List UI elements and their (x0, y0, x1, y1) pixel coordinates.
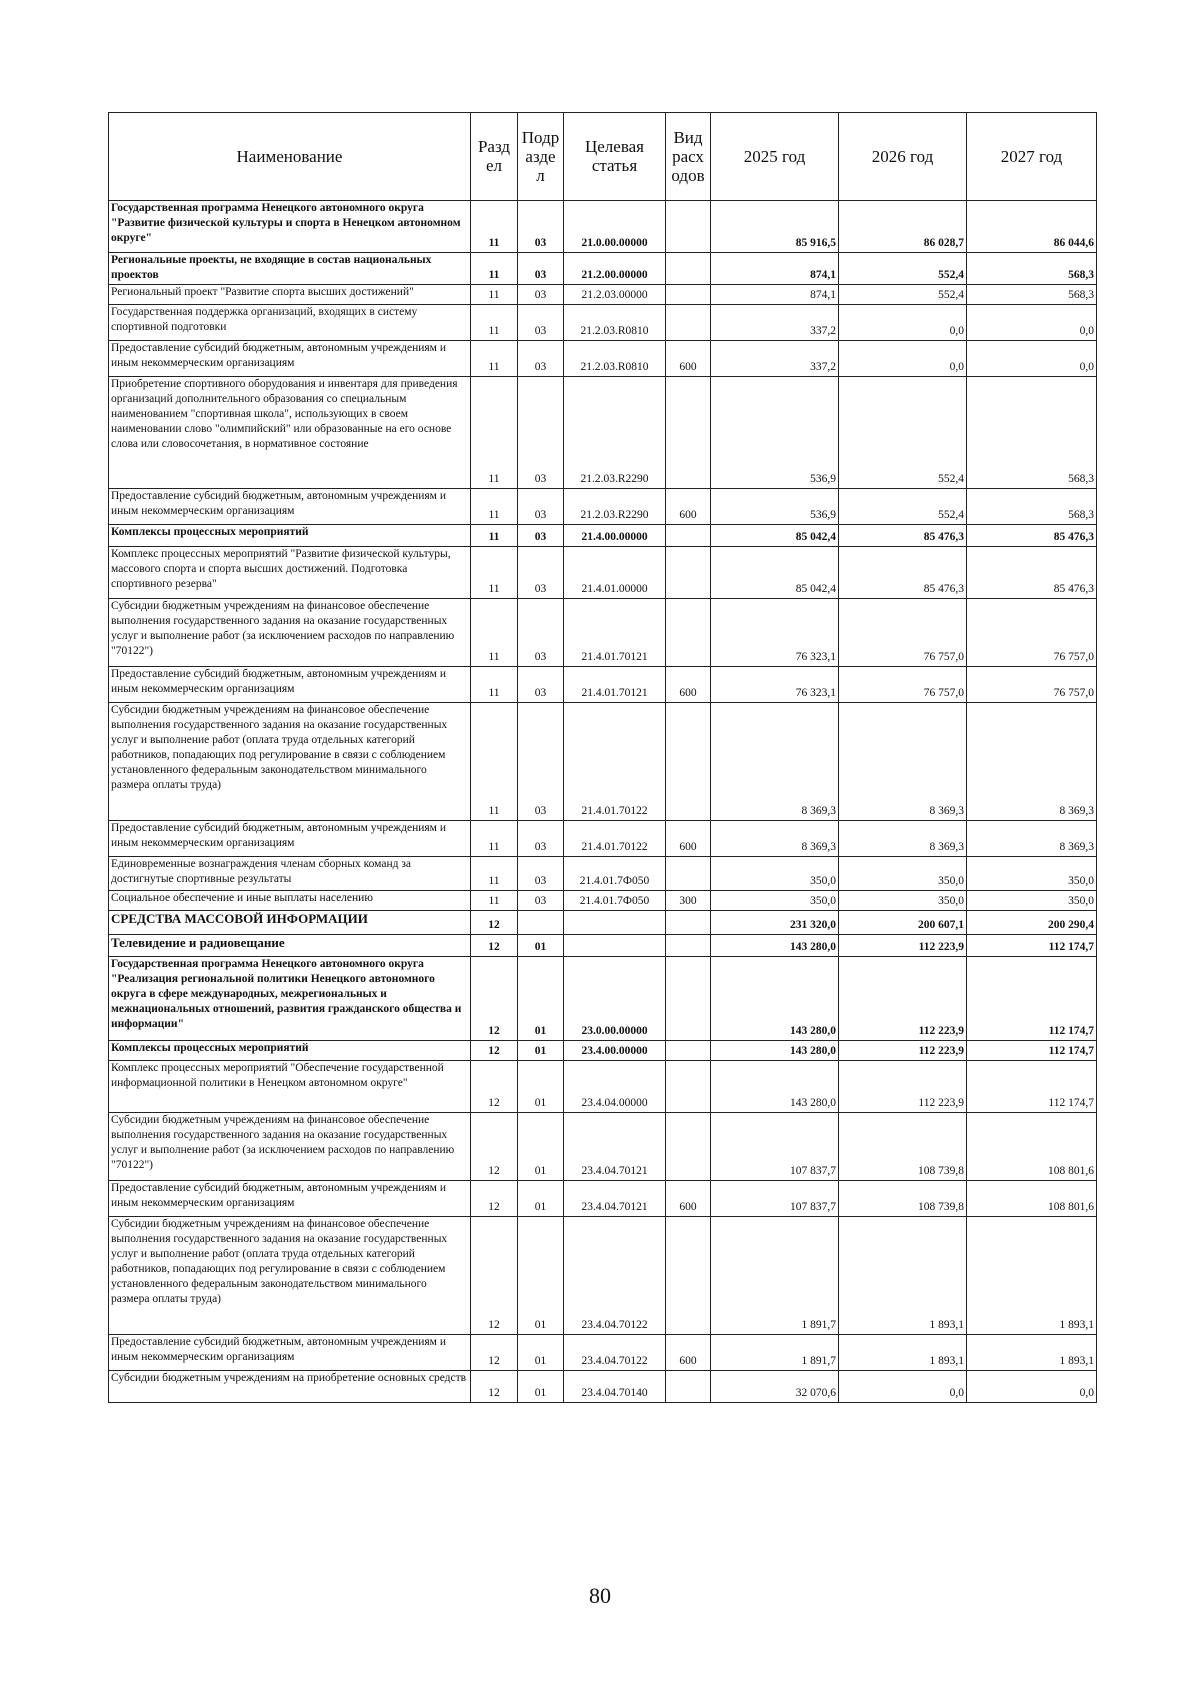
table-cell-vid (666, 547, 711, 599)
table-cell-2027: 200 290,4 (967, 911, 1097, 935)
table-cell-name: Комплексы процессных мероприятий (109, 1041, 471, 1061)
table-cell-2025: 85 042,4 (711, 547, 839, 599)
table-row (109, 253, 1097, 285)
table-cell-2025: 536,9 (711, 489, 839, 525)
table-cell-vid (666, 911, 711, 935)
table-cell-celevaya: 23.4.04.70140 (564, 1371, 666, 1403)
table-row (109, 1181, 1097, 1217)
table-cell-2027: 568,3 (967, 253, 1097, 285)
table-cell-podrazdel: 03 (518, 489, 564, 525)
table-cell-celevaya: 23.4.04.70121 (564, 1181, 666, 1217)
table-cell-razdel: 12 (471, 935, 518, 957)
table-cell-podrazdel: 03 (518, 547, 564, 599)
table-cell-2027: 568,3 (967, 489, 1097, 525)
table-cell-2026: 85 476,3 (839, 547, 967, 599)
table-row (109, 1061, 1097, 1113)
table-cell-podrazdel: 03 (518, 253, 564, 285)
table-row (109, 667, 1097, 703)
table-cell-2027: 568,3 (967, 285, 1097, 305)
table-cell-2026: 8 369,3 (839, 703, 967, 821)
table-cell-2026: 108 739,8 (839, 1181, 967, 1217)
table-cell-2027: 0,0 (967, 1371, 1097, 1403)
table-cell-razdel: 11 (471, 489, 518, 525)
table-cell-vid (666, 305, 711, 341)
table-cell-2027: 108 801,6 (967, 1181, 1097, 1217)
table-cell-2026: 0,0 (839, 1371, 967, 1403)
table-cell-2025: 85 042,4 (711, 525, 839, 547)
header-podrazdel: Подр азде л (518, 113, 564, 201)
table-cell-razdel: 11 (471, 525, 518, 547)
table-row (109, 599, 1097, 667)
table-cell-vid: 600 (666, 341, 711, 377)
table-cell-2026: 200 607,1 (839, 911, 967, 935)
table-cell-celevaya: 21.4.01.00000 (564, 547, 666, 599)
table-cell-name: Субсидии бюджетным учреждениям на финансовое обеспечение выполнения государственного задания на оказание государственных услуг и выполнение работ (оплата труда отдельных категорий работников, попадающих под регулирование в связи с соблюдением установленного федеральным законодательством минимального размера оплаты труда) (109, 703, 471, 821)
table-cell-vid (666, 201, 711, 253)
table-cell-razdel: 12 (471, 1371, 518, 1403)
table-cell-2027: 76 757,0 (967, 667, 1097, 703)
table-cell-celevaya: 21.4.01.70122 (564, 703, 666, 821)
table-cell-celevaya: 21.4.01.70122 (564, 821, 666, 857)
table-cell-razdel: 11 (471, 341, 518, 377)
table-cell-podrazdel: 01 (518, 1113, 564, 1181)
table-cell-razdel: 12 (471, 1041, 518, 1061)
table-cell-celevaya: 21.2.00.00000 (564, 253, 666, 285)
table-cell-celevaya: 21.4.00.00000 (564, 525, 666, 547)
table-row (109, 201, 1097, 253)
table-cell-2025: 8 369,3 (711, 703, 839, 821)
table-row (109, 489, 1097, 525)
table-cell-razdel: 12 (471, 911, 518, 935)
table-cell-name: Комплекс процессных мероприятий "Развитие физической культуры, массового спорта и спорта высших достижений. Подготовка спортивного резерва" (109, 547, 471, 599)
table-cell-vid (666, 599, 711, 667)
table-cell-vid (666, 935, 711, 957)
table-cell-podrazdel: 03 (518, 525, 564, 547)
table-cell-podrazdel: 03 (518, 857, 564, 891)
table-cell-name: Государственная программа Ненецкого автономного округа "Реализация региональной политики Ненецкого автономного округа в сфере международных, межрегиональных и межнациональных отношений, развития гражданского общества и информации" (109, 957, 471, 1041)
table-cell-celevaya (564, 911, 666, 935)
table-cell-2026: 112 223,9 (839, 935, 967, 957)
table-cell-2026: 0,0 (839, 305, 967, 341)
table-cell-name: Единовременные вознаграждения членам сборных команд за достигнутые спортивные результаты (109, 857, 471, 891)
table-cell-2025: 85 916,5 (711, 201, 839, 253)
table-row (109, 891, 1097, 911)
table-cell-podrazdel: 01 (518, 957, 564, 1041)
table-cell-2027: 76 757,0 (967, 599, 1097, 667)
page-number: 80 (589, 1583, 611, 1608)
table-cell-name: Телевидение и радиовещание (109, 935, 471, 957)
table-cell-2025: 107 837,7 (711, 1113, 839, 1181)
table-cell-2025: 536,9 (711, 377, 839, 489)
table-cell-razdel: 11 (471, 891, 518, 911)
table-cell-podrazdel: 01 (518, 1061, 564, 1113)
budget-table (108, 112, 1097, 1403)
table-cell-vid (666, 1371, 711, 1403)
table-cell-celevaya: 21.4.01.7Ф050 (564, 857, 666, 891)
header-name: Наименование (109, 113, 471, 201)
table-cell-2026: 1 893,1 (839, 1335, 967, 1371)
table-cell-2027: 0,0 (967, 305, 1097, 341)
header-razdel: Разд ел (471, 113, 518, 201)
table-cell-celevaya: 21.4.01.70121 (564, 667, 666, 703)
table-cell-celevaya: 21.2.03.R2290 (564, 377, 666, 489)
table-cell-celevaya (564, 935, 666, 957)
table-cell-podrazdel: 01 (518, 1371, 564, 1403)
table-cell-2025: 143 280,0 (711, 1061, 839, 1113)
table-cell-razdel: 11 (471, 599, 518, 667)
table-cell-vid (666, 1041, 711, 1061)
table-cell-razdel: 11 (471, 305, 518, 341)
table-row (109, 935, 1097, 957)
table-cell-2025: 1 891,7 (711, 1217, 839, 1335)
table-cell-2025: 337,2 (711, 305, 839, 341)
table-cell-2026: 1 893,1 (839, 1217, 967, 1335)
table-row (109, 857, 1097, 891)
table-cell-name: Предоставление субсидий бюджетным, автономным учреждениям и иным некоммерческим организациям (109, 1335, 471, 1371)
table-cell-name: Социальное обеспечение и иные выплаты населению (109, 891, 471, 911)
table-cell-vid (666, 377, 711, 489)
table-cell-2026: 552,4 (839, 489, 967, 525)
table-cell-vid (666, 1113, 711, 1181)
table-header-row (109, 113, 1097, 201)
table-cell-2027: 112 174,7 (967, 935, 1097, 957)
table-cell-2026: 112 223,9 (839, 957, 967, 1041)
table-cell-celevaya: 21.2.03.R0810 (564, 305, 666, 341)
header-2026: 2026 год (839, 113, 967, 201)
table-cell-vid: 600 (666, 821, 711, 857)
table-cell-2027: 112 174,7 (967, 1061, 1097, 1113)
table-cell-razdel: 11 (471, 857, 518, 891)
table-cell-vid (666, 285, 711, 305)
table-row (109, 1041, 1097, 1061)
table-cell-2025: 143 280,0 (711, 935, 839, 957)
table-cell-name: Предоставление субсидий бюджетным, автономным учреждениям и иным некоммерческим организациям (109, 1181, 471, 1217)
table-cell-vid: 600 (666, 1181, 711, 1217)
table-row (109, 285, 1097, 305)
table-cell-celevaya: 21.4.01.7Ф050 (564, 891, 666, 911)
table-cell-2027: 112 174,7 (967, 957, 1097, 1041)
header-vid-rashodov: Вид расх одов (666, 113, 711, 201)
table-cell-vid (666, 703, 711, 821)
table-cell-2025: 350,0 (711, 891, 839, 911)
table-cell-2027: 108 801,6 (967, 1113, 1097, 1181)
table-cell-podrazdel (518, 911, 564, 935)
table-cell-2027: 8 369,3 (967, 703, 1097, 821)
table-cell-2026: 552,4 (839, 377, 967, 489)
table-row (109, 525, 1097, 547)
table-row (109, 957, 1097, 1041)
table-cell-celevaya: 23.4.04.00000 (564, 1061, 666, 1113)
table-cell-2026: 112 223,9 (839, 1041, 967, 1061)
table-cell-2026: 85 476,3 (839, 525, 967, 547)
table-cell-podrazdel: 01 (518, 935, 564, 957)
table-cell-2026: 552,4 (839, 285, 967, 305)
table-cell-2025: 350,0 (711, 857, 839, 891)
table-cell-name: Региональный проект "Развитие спорта высших достижений" (109, 285, 471, 305)
table-cell-name: Государственная поддержка организаций, входящих в систему спортивной подготовки (109, 305, 471, 341)
table-cell-2026: 8 369,3 (839, 821, 967, 857)
table-cell-razdel: 12 (471, 1217, 518, 1335)
table-row (109, 341, 1097, 377)
table-cell-celevaya: 21.2.03.R0810 (564, 341, 666, 377)
table-cell-razdel: 11 (471, 201, 518, 253)
table-cell-2025: 76 323,1 (711, 599, 839, 667)
table-cell-2025: 231 320,0 (711, 911, 839, 935)
table-cell-name: Комплексы процессных мероприятий (109, 525, 471, 547)
table-cell-name: Приобретение спортивного оборудования и инвентаря для приведения организаций дополнительного образования со специальным наименованием "спортивная школа", использующих в своем наименовании слово "олимпийский" или образованные на его основе слова или словосочетания, в нормативное состояние (109, 377, 471, 489)
table-cell-2026: 112 223,9 (839, 1061, 967, 1113)
table-row (109, 547, 1097, 599)
table-row (109, 911, 1097, 935)
table-cell-2026: 552,4 (839, 253, 967, 285)
table-cell-name: Субсидии бюджетным учреждениям на приобретение основных средств (109, 1371, 471, 1403)
table-cell-vid (666, 1217, 711, 1335)
table-cell-name: Комплекс процессных мероприятий "Обеспечение государственной информационной политики в Ненецком автономном округе" (109, 1061, 471, 1113)
table-cell-podrazdel: 03 (518, 377, 564, 489)
table-cell-2025: 337,2 (711, 341, 839, 377)
table-cell-2025: 143 280,0 (711, 957, 839, 1041)
table-cell-celevaya: 23.0.00.00000 (564, 957, 666, 1041)
table-cell-2025: 76 323,1 (711, 667, 839, 703)
table-cell-celevaya: 23.4.00.00000 (564, 1041, 666, 1061)
table-cell-razdel: 11 (471, 377, 518, 489)
table-cell-name: СРЕДСТВА МАССОВОЙ ИНФОРМАЦИИ (109, 911, 471, 935)
table-row (109, 305, 1097, 341)
table-cell-razdel: 12 (471, 957, 518, 1041)
table-cell-vid (666, 957, 711, 1041)
table-cell-podrazdel: 01 (518, 1217, 564, 1335)
table-cell-2025: 32 070,6 (711, 1371, 839, 1403)
table-row (109, 1371, 1097, 1403)
table-cell-2027: 8 369,3 (967, 821, 1097, 857)
table-cell-2026: 86 028,7 (839, 201, 967, 253)
table-cell-2025: 874,1 (711, 253, 839, 285)
table-cell-celevaya: 23.4.04.70122 (564, 1335, 666, 1371)
table-cell-2026: 76 757,0 (839, 599, 967, 667)
table-cell-2027: 568,3 (967, 377, 1097, 489)
table-cell-2025: 143 280,0 (711, 1041, 839, 1061)
table-cell-2027: 1 893,1 (967, 1217, 1097, 1335)
header-2027: 2027 год (967, 113, 1097, 201)
table-cell-razdel: 12 (471, 1181, 518, 1217)
table-cell-name: Субсидии бюджетным учреждениям на финансовое обеспечение выполнения государственного задания на оказание государственных услуг и выполнение работ (оплата труда отдельных категорий работников, попадающих под регулирование в связи с соблюдением установленного федеральным законодательством минимального размера оплаты труда) (109, 1217, 471, 1335)
table-cell-vid: 600 (666, 667, 711, 703)
table-cell-2027: 86 044,6 (967, 201, 1097, 253)
table-cell-name: Субсидии бюджетным учреждениям на финансовое обеспечение выполнения государственного задания на оказание государственных услуг и выполнение работ (за исключением расходов по направлению "70122") (109, 599, 471, 667)
table-cell-name: Предоставление субсидий бюджетным, автономным учреждениям и иным некоммерческим организациям (109, 489, 471, 525)
table-cell-vid (666, 253, 711, 285)
table-cell-2026: 0,0 (839, 341, 967, 377)
table-cell-vid (666, 525, 711, 547)
table-cell-podrazdel: 03 (518, 667, 564, 703)
table-cell-2027: 0,0 (967, 341, 1097, 377)
table-cell-name: Субсидии бюджетным учреждениям на финансовое обеспечение выполнения государственного задания на оказание государственных услуг и выполнение работ (за исключением расходов по направлению "70122") (109, 1113, 471, 1181)
header-celevaya-statya: Целевая статья (564, 113, 666, 201)
table-cell-vid (666, 857, 711, 891)
table-cell-celevaya: 21.2.03.R2290 (564, 489, 666, 525)
table-cell-name: Региональные проекты, не входящие в состав национальных проектов (109, 253, 471, 285)
table-cell-podrazdel: 03 (518, 201, 564, 253)
table-cell-2025: 1 891,7 (711, 1335, 839, 1371)
table-cell-2027: 1 893,1 (967, 1335, 1097, 1371)
table-cell-podrazdel: 03 (518, 285, 564, 305)
table-cell-vid: 300 (666, 891, 711, 911)
table-cell-2025: 874,1 (711, 285, 839, 305)
table-row (109, 1335, 1097, 1371)
table-cell-razdel: 11 (471, 285, 518, 305)
table-cell-2026: 108 739,8 (839, 1113, 967, 1181)
table-cell-2025: 107 837,7 (711, 1181, 839, 1217)
table-cell-2027: 85 476,3 (967, 525, 1097, 547)
header-2025: 2025 год (711, 113, 839, 201)
table-cell-vid: 600 (666, 489, 711, 525)
table-cell-celevaya: 23.4.04.70122 (564, 1217, 666, 1335)
table-row (109, 377, 1097, 489)
table-cell-podrazdel: 01 (518, 1335, 564, 1371)
table-cell-podrazdel: 01 (518, 1181, 564, 1217)
table-cell-celevaya: 21.4.01.70121 (564, 599, 666, 667)
table-row (109, 1113, 1097, 1181)
table-cell-razdel: 11 (471, 667, 518, 703)
table-cell-2027: 350,0 (967, 891, 1097, 911)
table-row (109, 703, 1097, 821)
table-cell-celevaya: 21.2.03.00000 (564, 285, 666, 305)
table-cell-name: Предоставление субсидий бюджетным, автономным учреждениям и иным некоммерческим организациям (109, 667, 471, 703)
table-cell-podrazdel: 03 (518, 305, 564, 341)
table-cell-name: Предоставление субсидий бюджетным, автономным учреждениям и иным некоммерческим организациям (109, 341, 471, 377)
table-cell-vid (666, 1061, 711, 1113)
table-cell-razdel: 11 (471, 547, 518, 599)
table-cell-razdel: 11 (471, 253, 518, 285)
table-cell-razdel: 12 (471, 1061, 518, 1113)
table-cell-podrazdel: 03 (518, 341, 564, 377)
table-cell-podrazdel: 03 (518, 703, 564, 821)
table-cell-celevaya: 21.0.00.00000 (564, 201, 666, 253)
table-cell-2025: 8 369,3 (711, 821, 839, 857)
table-cell-name: Предоставление субсидий бюджетным, автономным учреждениям и иным некоммерческим организациям (109, 821, 471, 857)
table-cell-razdel: 11 (471, 821, 518, 857)
table-cell-razdel: 12 (471, 1335, 518, 1371)
table-cell-podrazdel: 01 (518, 1041, 564, 1061)
table-row (109, 1217, 1097, 1335)
table-cell-podrazdel: 03 (518, 891, 564, 911)
table-cell-2027: 112 174,7 (967, 1041, 1097, 1061)
table-cell-2026: 350,0 (839, 891, 967, 911)
table-cell-2027: 85 476,3 (967, 547, 1097, 599)
table-cell-vid: 600 (666, 1335, 711, 1371)
table-cell-name: Государственная программа Ненецкого автономного округа "Развитие физической культуры и спорта в Ненецком автономном округе" (109, 201, 471, 253)
table-row (109, 821, 1097, 857)
table-cell-2027: 350,0 (967, 857, 1097, 891)
table-cell-razdel: 11 (471, 703, 518, 821)
table-cell-podrazdel: 03 (518, 821, 564, 857)
table-cell-2026: 76 757,0 (839, 667, 967, 703)
table-cell-razdel: 12 (471, 1113, 518, 1181)
table-cell-2026: 350,0 (839, 857, 967, 891)
table-cell-celevaya: 23.4.04.70121 (564, 1113, 666, 1181)
table-cell-podrazdel: 03 (518, 599, 564, 667)
